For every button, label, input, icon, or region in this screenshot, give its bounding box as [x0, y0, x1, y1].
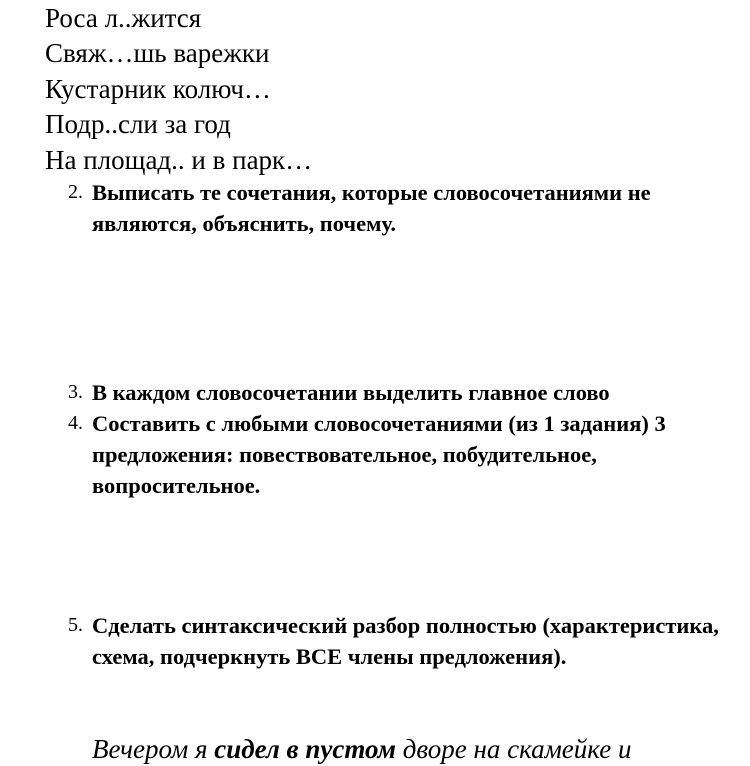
sentence-part-1: Вечером я	[92, 734, 215, 764]
exercise-line-2: Свяж…шь варежки	[45, 38, 270, 68]
task-2	[68, 177, 728, 239]
exercise-line-3: Кустарник колюч…	[45, 74, 271, 104]
task-text: Сделать синтаксический разбор полностью (характеристика, схема, подчеркнуть ВСЕ члены предложения).	[92, 613, 719, 669]
task-text: Составить с любыми словосочетаниями (из 1 задания) 3 предложения: повествовательное, побудительное, вопросительное.	[92, 411, 666, 498]
task-3	[68, 377, 728, 408]
sentence-part-2: сидел в пустом	[214, 734, 396, 764]
task-5	[68, 610, 728, 672]
task-text: В каждом словосочетании выделить главное слово	[92, 380, 610, 405]
task-number: 5.	[68, 614, 83, 636]
task-number: 3.	[68, 381, 83, 403]
task-number: 4.	[68, 412, 83, 434]
task-text: Выписать те сочетания, которые словосочетаниями не являются, объяснить, почему.	[92, 180, 651, 236]
sentence-part-3: дворе на скамейке и	[395, 734, 632, 764]
task-4	[68, 408, 728, 501]
exercise-line-4: Подр..сли за год	[45, 109, 231, 139]
exercise-line-1: Роса л..жится	[45, 3, 202, 33]
exercise-line-5: На площад.. и в парк…	[45, 145, 313, 175]
analysis-sentence	[92, 732, 631, 766]
task-number: 2.	[68, 181, 83, 203]
